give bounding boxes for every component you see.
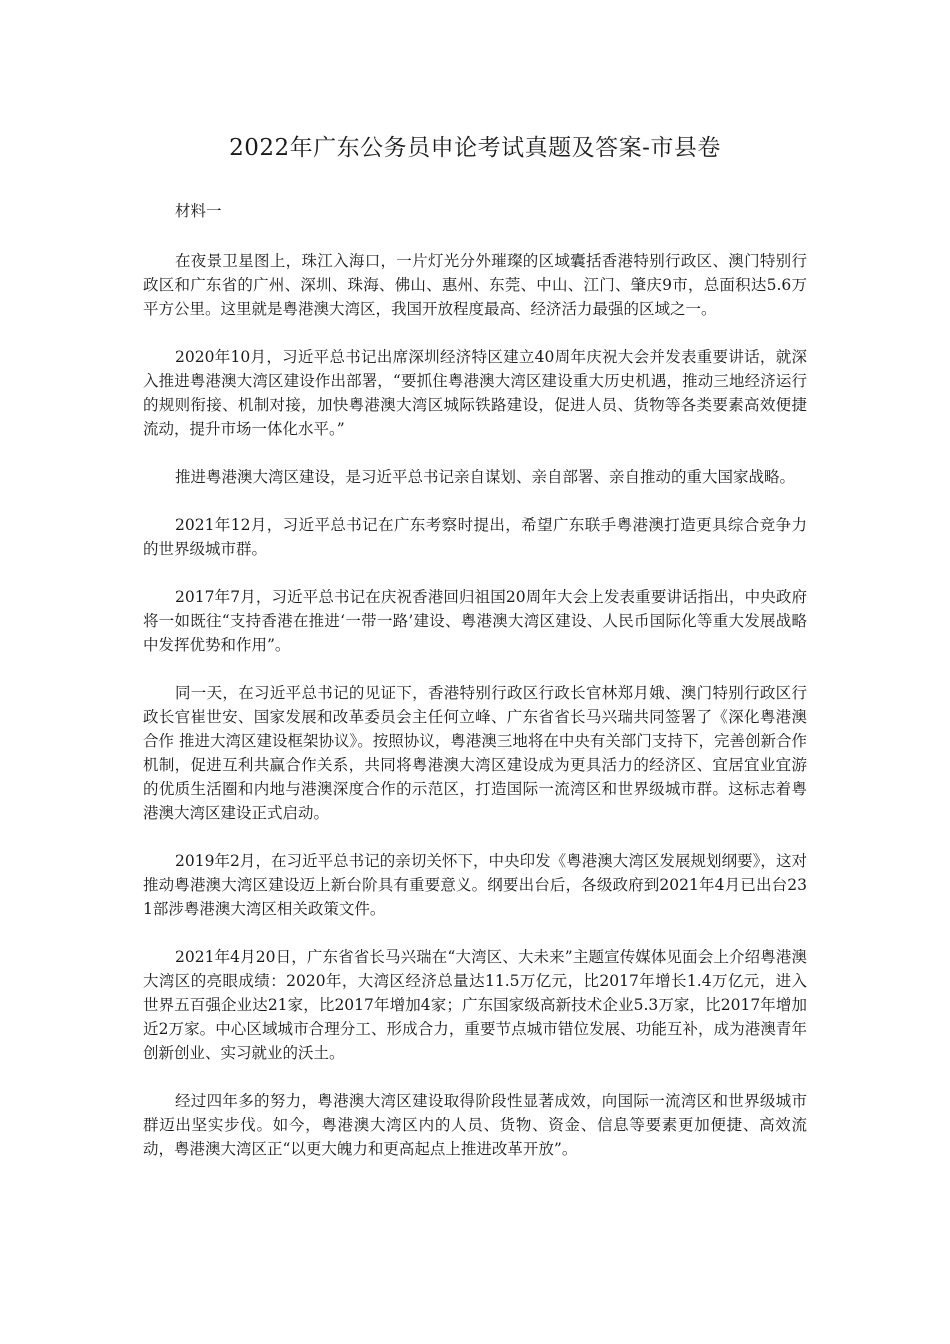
paragraph-5: 2017年7月，习近平总书记在庆祝香港回归祖国20周年大会上发表重要讲话指出，中央政府将一如既往“支持香港在推进‘一带一路’建设、粤港澳大湾区建设、人民币国际化等重大发展战略中发挥优势和作用”。	[143, 588, 807, 654]
paragraph-3: 推进粤港澳大湾区建设，是习近平总书记亲自谋划、亲自部署、亲自推动的重大国家战略。	[175, 468, 796, 486]
paragraph-9: 经过四年多的努力，粤港澳大湾区建设取得阶段性显著成效，向国际一流湾区和世界级城市群迈出坚实步伐。如今，粤港澳大湾区内的人员、货物、资金、信息等要素更加便捷、高效流动，粤港澳大湾区正“以更大魄力和更高起点上推进改革开放”。	[143, 1092, 807, 1158]
paragraph-2: 2020年10月，习近平总书记出席深圳经济特区建立40周年庆祝大会并发表重要讲话，就深入推进粤港澳大湾区建设作出部署，“要抓住粤港澳大湾区建设重大历史机遇，推动三地经济运行的规则衔接、机制对接，加快粤港澳大湾区城际铁路建设，促进人员、货物等各类要素高效便捷流动，提升市场一体化水平。”	[143, 348, 807, 438]
document-body	[143, 196, 807, 1185]
paragraph-4: 2021年12月，习近平总书记在广东考察时提出，希望广东联手粤港澳打造更具综合竞争力的世界级城市群。	[143, 516, 807, 558]
paragraph-1: 在夜景卫星图上，珠江入海口，一片灯光分外璀璨的区域囊括香港特别行政区、澳门特别行政区和广东省的广州、深圳、珠海、佛山、惠州、东莞、中山、江门、肇庆9市，总面积达5.6万平方公里。这里就是粤港澳大湾区，我国开放程度最高、经济活力最强的区域之一。	[143, 252, 807, 318]
section-label: 材料一	[175, 202, 222, 220]
paragraph-6: 同一天，在习近平总书记的见证下，香港特别行政区行政长官林郑月娥、澳门特别行政区行政长官崔世安、国家发展和改革委员会主任何立峰、广东省省长马兴瑞共同签署了《深化粤港澳合作 推进大湾区建设框架协议》。按照协议，粤港澳三地将在中央有关部门支持下，完善创新合作机制，促进互利共赢合作关系，共同将粤港澳大湾区建设成为更具活力的经济区、宜居宜业宜游的优质生活圈和内地与港澳深度合作的示范区，打造国际一流湾区和世界级城市群。这标志着粤港澳大湾区建设正式启动。	[143, 684, 807, 822]
document-title: 2022年广东公务员申论考试真题及答案-市县卷	[229, 135, 721, 161]
paragraph-7: 2019年2月，在习近平总书记的亲切关怀下，中央印发《粤港澳大湾区发展规划纲要》，这对推动粤港澳大湾区建设迈上新台阶具有重要意义。纲要出台后，各级政府到2021年4月已出台231部涉粤港澳大湾区相关政策文件。	[143, 852, 807, 918]
paragraph-8: 2021年4月20日，广东省省长马兴瑞在“大湾区、大未来”主题宣传媒体见面会上介绍粤港澳大湾区的亮眼成绩：2020年，大湾区经济总量达11.5万亿元，比2017年增长1.4万亿元，进入世界五百强企业达21家，比2017年增加4家；广东国家级高新技术企业5.3万家，比2017年增加近2万家。中心区域城市合理分工、形成合力，重要节点城市错位发展、功能互补，成为港澳青年创新创业、实习就业的沃土。	[143, 948, 807, 1062]
